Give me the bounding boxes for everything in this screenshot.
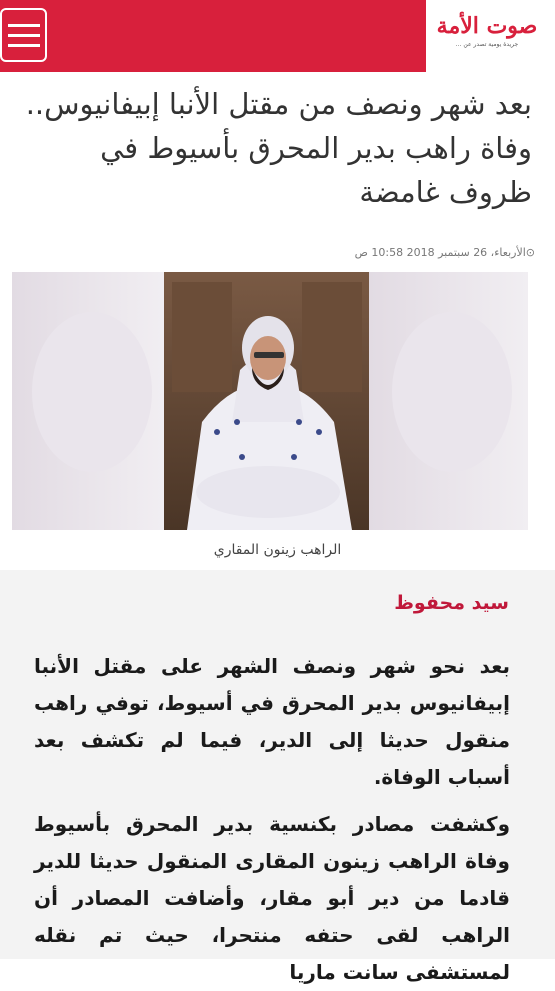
hamburger-menu-icon[interactable] (0, 8, 47, 62)
article-paragraph-2: وكشفت مصادر بكنسية بدير المحرق بأسيوط وفاة الراهب زينون المقارى المنقول حديثا للدير قادما من دير أبو مقار، وأضافت المصادر أن الراهب لقى حتفه منتحرا، حيث تم نقله لمستشفى سانت ماريا (34, 812, 510, 984)
logo-text: صوت الأمة (436, 13, 538, 39)
article-author[interactable]: سيد محفوظ (394, 592, 509, 614)
image-caption: الراهب زينون المقاري (213, 542, 342, 558)
article-meta (55, 246, 535, 259)
site-logo[interactable] (435, 12, 539, 58)
article-title: بعد شهر ونصف من مقتل الأنبا إبيفانيوس.. وفاة راهب بدير المحرق بأسيوط في ظروف غامضة (25, 87, 532, 209)
article-paragraph-1: بعد نحو شهر ونصف الشهر على مقتل الأنبا إبيفانيوس بدير المحرق في أسيوط، توفي راهب منقول حديثا إلى الدير، فيما لم تكشف بعد أسباب الوفاة. (34, 654, 510, 789)
clock-icon: ⊙ (525, 246, 535, 259)
site-header (0, 0, 555, 72)
logo-tagline: جريدة يومية تصدر عن ... (455, 41, 519, 48)
article-datetime: الأربعاء، 26 سبتمبر 2018 10:58 ص (354, 246, 526, 259)
monk-photo-illustration (12, 272, 528, 530)
article-photo (12, 272, 528, 530)
header-red-bar (0, 0, 426, 72)
